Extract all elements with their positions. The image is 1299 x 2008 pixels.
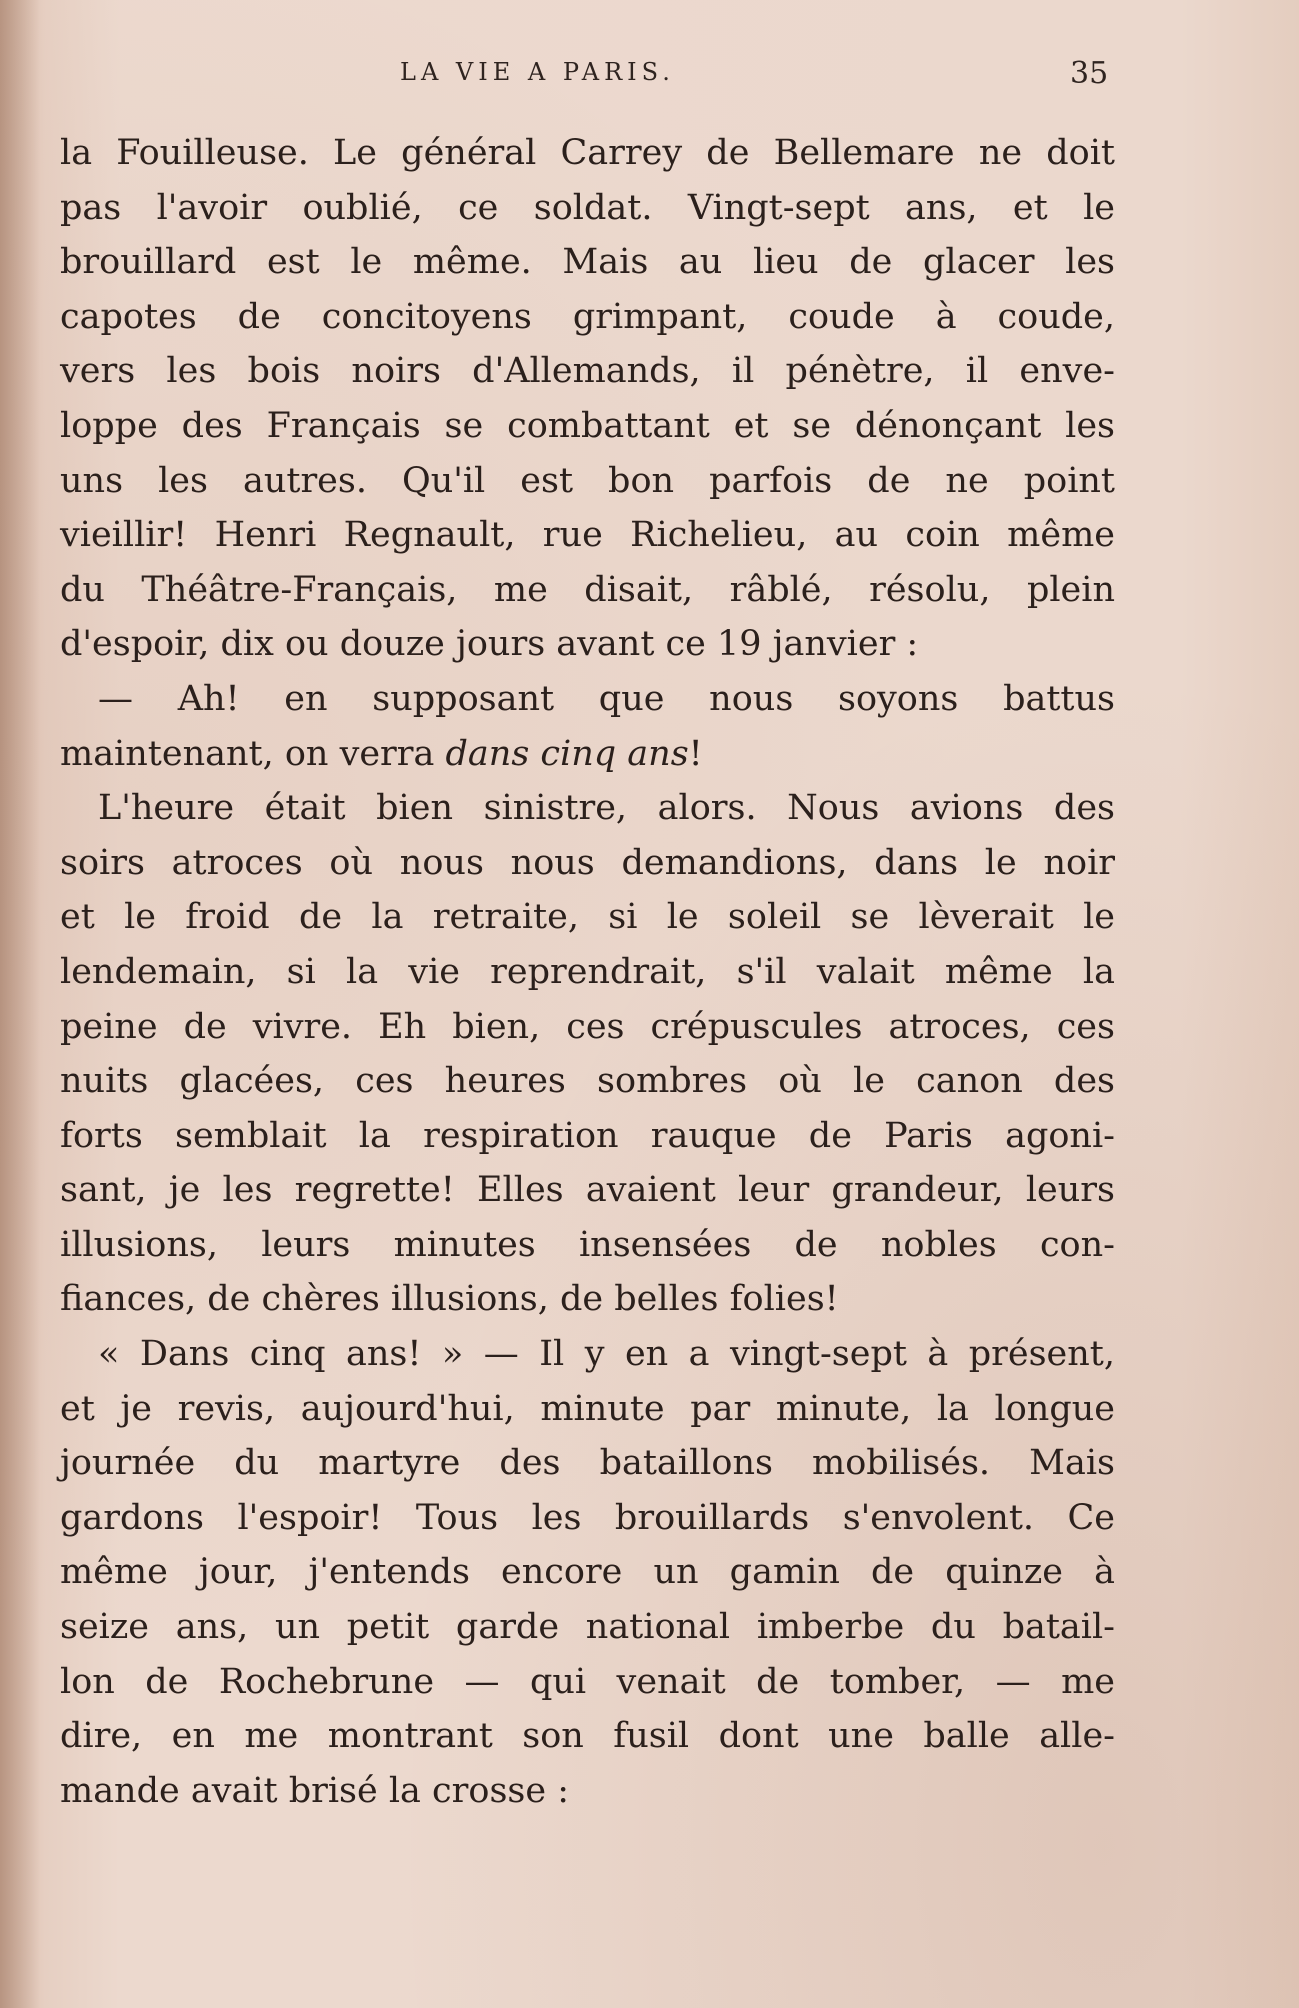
text-line: d'espoir, dix ou douze jours avant ce 19 janvier : xyxy=(60,624,919,665)
body-text xyxy=(60,126,1115,1818)
text-line: et le froid de la retraite, si le soleil se lèverait le xyxy=(60,897,1115,938)
text-line: fiances, de chères illusions, de belles folies! xyxy=(60,1279,839,1320)
gutter-shadow xyxy=(0,0,40,2008)
text-line: loppe des Français se combattant et se dénonçant les xyxy=(60,405,1115,446)
text-line xyxy=(60,727,1115,782)
text-line: lon de Rochebrune — qui venait de tomber, — me xyxy=(60,1661,1115,1702)
text-line: la Fouilleuse. Le général Carrey de Bellemare ne doit xyxy=(60,133,1115,173)
text-line: vers les bois noirs d'Allemands, il pénètre, il enve- xyxy=(60,351,1115,392)
page-number: 35 xyxy=(1070,56,1109,91)
text-line: nuits glacées, ces heures sombres où le canon des xyxy=(60,1061,1115,1102)
text-line: vieillir! Henri Regnault, rue Richelieu, au coin même xyxy=(60,515,1115,556)
text-line: et je revis, aujourd'hui, minute par minute, la longue xyxy=(60,1388,1115,1429)
text-segment: ! xyxy=(688,733,703,774)
text-line: forts semblait la respiration rauque de Paris agoni- xyxy=(60,1115,1115,1156)
text-line: mande avait brisé la crosse : xyxy=(60,1770,570,1811)
text-line: brouillard est le même. Mais au lieu de glacer les xyxy=(60,242,1115,283)
italic-text: dans cinq ans xyxy=(445,733,689,774)
running-head xyxy=(0,58,1299,98)
text-line: journée du martyre des bataillons mobilisés. Mais xyxy=(60,1443,1115,1484)
text-segment: maintenant, on verra xyxy=(60,733,446,774)
text-line: du Théâtre-Français, me disait, râblé, résolu, plein xyxy=(60,569,1115,610)
text-line: même jour, j'entends encore un gamin de quinze à xyxy=(60,1552,1115,1593)
text-line: lendemain, si la vie reprendrait, s'il valait même la xyxy=(60,951,1115,992)
text-line: — Ah! en supposant que nous soyons battus xyxy=(98,678,1115,719)
text-line: illusions, leurs minutes insensées de nobles con- xyxy=(60,1224,1115,1265)
text-line: capotes de concitoyens grimpant, coude à coude, xyxy=(60,296,1115,337)
text-line: soirs atroces où nous nous demandions, dans le noir xyxy=(60,842,1115,883)
text-line: gardons l'espoir! Tous les brouillards s'envolent. Ce xyxy=(60,1497,1115,1538)
text-line: seize ans, un petit garde national imberbe du batail- xyxy=(60,1607,1115,1648)
text-line: dire, en me montrant son fusil dont une balle alle- xyxy=(60,1716,1115,1757)
running-title: LA VIE A PARIS. xyxy=(400,58,675,86)
text-line: pas l'avoir oublié, ce soldat. Vingt-sept ans, et le xyxy=(60,187,1115,228)
text-line: uns les autres. Qu'il est bon parfois de ne point xyxy=(60,460,1115,501)
text-line: L'heure était bien sinistre, alors. Nous avions des xyxy=(98,788,1115,829)
text-line: sant, je les regrette! Elles avaient leur grandeur, leurs xyxy=(60,1170,1115,1211)
text-line: « Dans cinq ans! » — Il y en a vingt-sept à présent, xyxy=(98,1334,1115,1375)
text-line: peine de vivre. Eh bien, ces crépuscules atroces, ces xyxy=(60,1006,1115,1047)
